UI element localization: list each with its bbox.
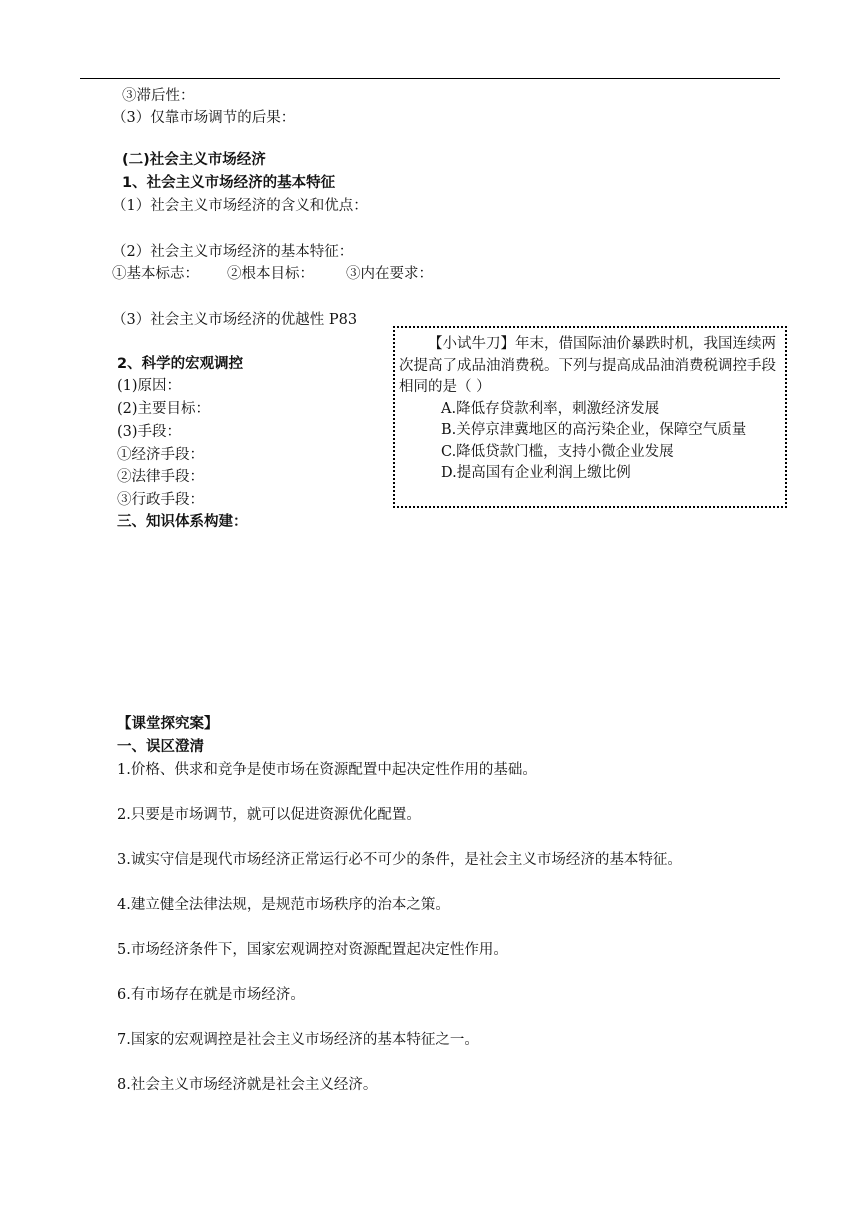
quiz-option-c: C.降低贷款门槛，支持小微企业发展	[441, 443, 674, 460]
superiority-question: （3）社会主义市场经济的优越性 P83	[112, 312, 358, 328]
statement-2: 2.只要是市场调节，就可以促进资源优化配置。	[117, 807, 421, 823]
classroom-title: 【课堂探究案】	[117, 716, 219, 732]
feature-symbol: ①基本标志：	[112, 266, 199, 282]
legal-means: ②法律手段：	[117, 469, 204, 485]
header-rule	[80, 78, 780, 79]
statement-3: 3.诚实守信是现代市场经济正常运行必不可少的条件，是社会主义市场经济的基本特征。	[117, 852, 682, 868]
statement-8: 8.社会主义市场经济就是社会主义经济。	[117, 1077, 378, 1093]
socialist-market-heading: (二)社会主义市场经济	[122, 152, 266, 168]
market-consequence-question: （3）仅靠市场调节的后果：	[112, 110, 296, 126]
statement-1: 1.价格、供求和竞争是使市场在资源配置中起决定性作用的基础。	[117, 762, 537, 778]
statement-4: 4.建立健全法律法规，是规范市场秩序的治本之策。	[117, 897, 450, 913]
macro-means: (3)手段：	[117, 424, 182, 440]
macro-reason: (1)原因：	[117, 378, 182, 394]
feature-goal: ②根本目标：	[227, 266, 314, 282]
administrative-means: ③行政手段：	[117, 492, 204, 508]
quiz-option-a: A.降低存贷款利率，刺激经济发展	[441, 400, 660, 417]
statement-6: 6.有市场存在就是市场经济。	[117, 987, 305, 1003]
meaning-question: （1）社会主义市场经济的含义和优点：	[112, 198, 368, 214]
quiz-option-d: D.提高国有企业利润上缴比例	[441, 465, 631, 481]
basic-features-heading: 1、社会主义市场经济的基本特征	[122, 175, 336, 191]
market-lag-item: ③滞后性：	[122, 88, 195, 104]
knowledge-system-heading: 三、知识体系构建：	[117, 514, 248, 530]
macro-goal: (2)主要目标：	[117, 401, 211, 417]
macro-control-heading: 2、科学的宏观调控	[117, 356, 244, 372]
features-question: （2）社会主义市场经济的基本特征：	[112, 244, 354, 260]
feature-requirement: ③内在要求：	[346, 266, 433, 282]
quiz-question: 【小试牛刀】年末，借国际油价暴跌时机，我国连续两次提高了成品油消费税。下列与提高成品油消费税调控手段相同的是（ ）	[399, 336, 776, 395]
economic-means: ①经济手段：	[117, 447, 204, 463]
features-row	[112, 264, 433, 284]
quiz-option-b: B.关停京津冀地区的高污染企业，保障空气质量	[441, 422, 747, 438]
statement-7: 7.国家的宏观调控是社会主义市场经济的基本特征之一。	[117, 1032, 479, 1048]
statement-5: 5.市场经济条件下，国家宏观调控对资源配置起决定性作用。	[117, 942, 508, 958]
quiz-box	[393, 326, 787, 508]
misconception-heading: 一、误区澄清	[117, 739, 204, 755]
